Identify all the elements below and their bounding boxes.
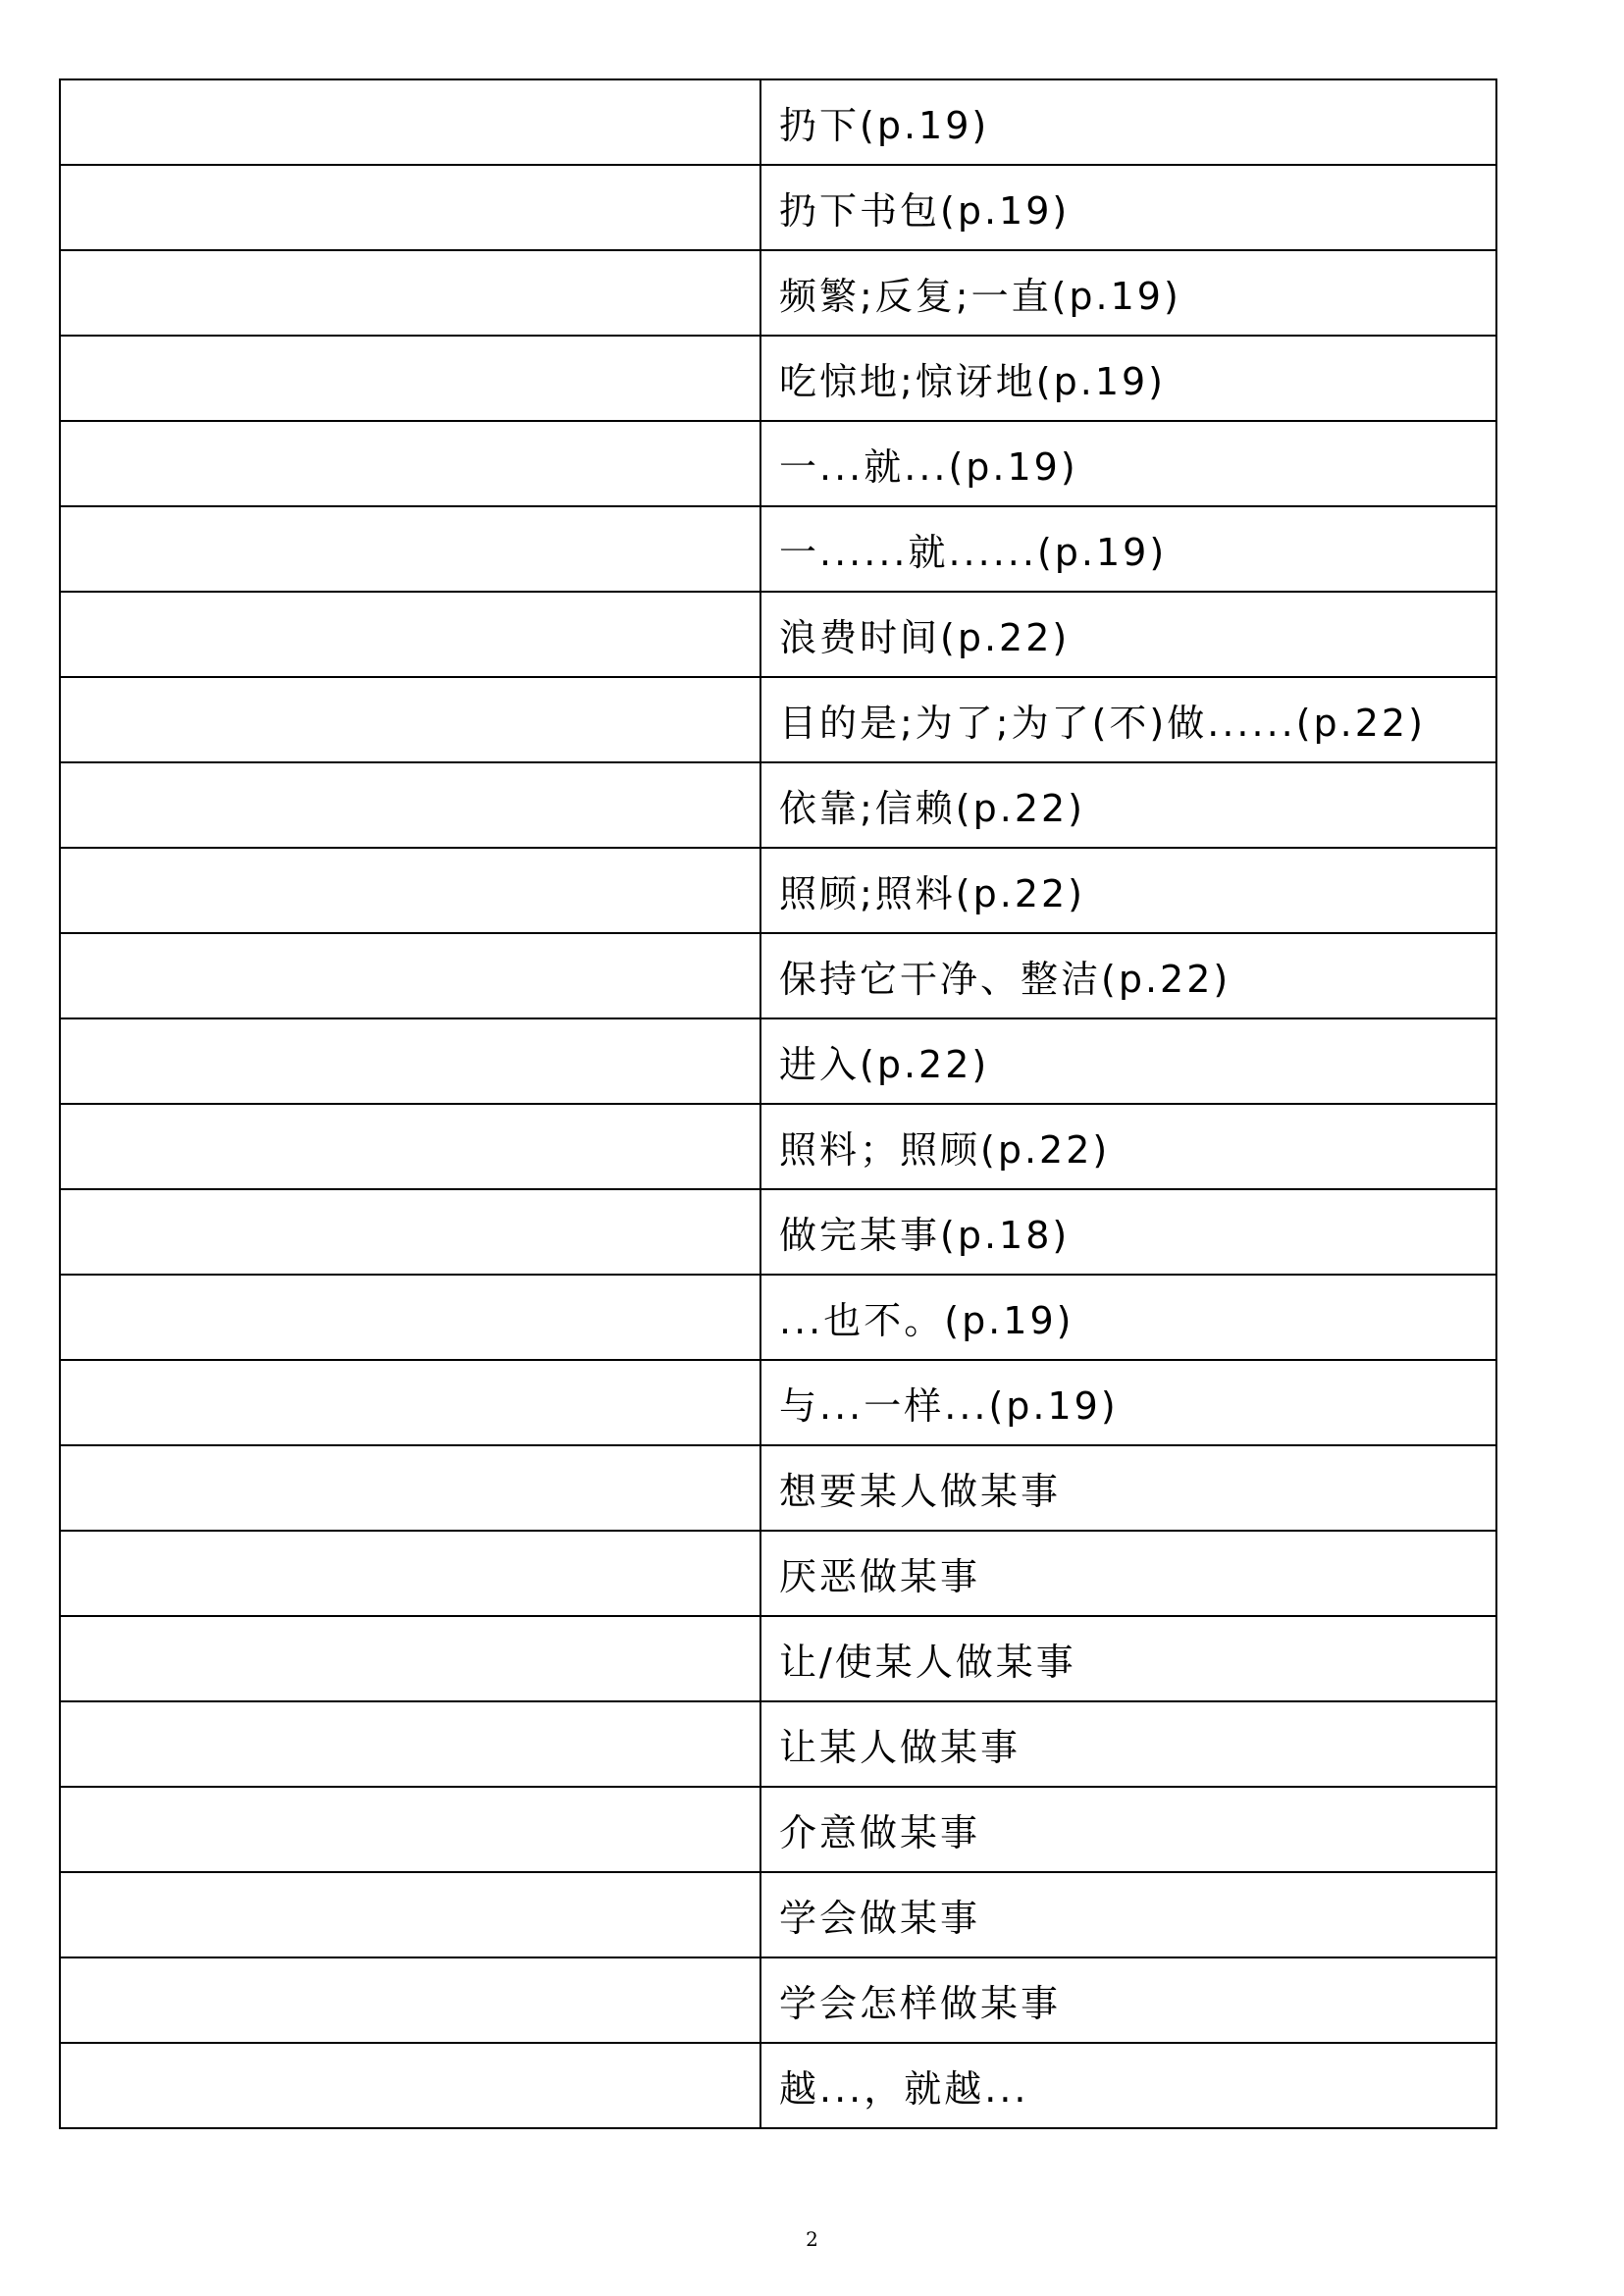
answer-cell <box>60 1787 760 1872</box>
table-row <box>60 1104 1496 1189</box>
meaning-cell: 一...就...(p.19) <box>760 421 1496 506</box>
table-row <box>60 1531 1496 1616</box>
table-row <box>60 592 1496 677</box>
meaning-cell: 学会做某事 <box>760 1872 1496 1957</box>
table-row <box>60 506 1496 592</box>
answer-cell <box>60 1360 760 1445</box>
answer-cell <box>60 336 760 421</box>
answer-cell <box>60 762 760 848</box>
table-row <box>60 1957 1496 2043</box>
table-row <box>60 762 1496 848</box>
table-row <box>60 677 1496 762</box>
table-row <box>60 1872 1496 1957</box>
meaning-cell: 一......就......(p.19) <box>760 506 1496 592</box>
vocabulary-table <box>59 78 1497 2129</box>
answer-cell <box>60 1957 760 2043</box>
meaning-cell: 让某人做某事 <box>760 1701 1496 1787</box>
meaning-cell: 照料；照顾(p.22) <box>760 1104 1496 1189</box>
meaning-cell: 让/使某人做某事 <box>760 1616 1496 1701</box>
vocabulary-table-body <box>60 79 1496 2128</box>
table-row <box>60 1787 1496 1872</box>
table-row <box>60 336 1496 421</box>
meaning-cell: 介意做某事 <box>760 1787 1496 1872</box>
meaning-cell: 照顾;照料(p.22) <box>760 848 1496 933</box>
answer-cell <box>60 592 760 677</box>
answer-cell <box>60 1616 760 1701</box>
meaning-cell: 保持它干净、整洁(p.22) <box>760 933 1496 1018</box>
meaning-cell: 扔下书包(p.19) <box>760 165 1496 250</box>
meaning-cell: 厌恶做某事 <box>760 1531 1496 1616</box>
table-row <box>60 1189 1496 1275</box>
answer-cell <box>60 1445 760 1531</box>
table-row <box>60 2043 1496 2128</box>
meaning-cell: 扔下(p.19) <box>760 79 1496 165</box>
meaning-cell: 想要某人做某事 <box>760 1445 1496 1531</box>
table-row <box>60 1018 1496 1104</box>
answer-cell <box>60 421 760 506</box>
answer-cell <box>60 165 760 250</box>
answer-cell <box>60 677 760 762</box>
table-row <box>60 1360 1496 1445</box>
meaning-cell: 进入(p.22) <box>760 1018 1496 1104</box>
answer-cell <box>60 933 760 1018</box>
table-row <box>60 250 1496 336</box>
table-row <box>60 1275 1496 1360</box>
answer-cell <box>60 1104 760 1189</box>
table-row <box>60 421 1496 506</box>
meaning-cell: 与...一样...(p.19) <box>760 1360 1496 1445</box>
answer-cell <box>60 848 760 933</box>
meaning-cell: 越...，就越... <box>760 2043 1496 2128</box>
answer-cell <box>60 250 760 336</box>
table-row <box>60 848 1496 933</box>
table-row <box>60 1616 1496 1701</box>
answer-cell <box>60 1531 760 1616</box>
table-row <box>60 165 1496 250</box>
meaning-cell: 频繁;反复;一直(p.19) <box>760 250 1496 336</box>
answer-cell <box>60 506 760 592</box>
table-row <box>60 1701 1496 1787</box>
table-row <box>60 79 1496 165</box>
page-number: 2 <box>806 2227 818 2251</box>
answer-cell <box>60 2043 760 2128</box>
table-row <box>60 1445 1496 1531</box>
answer-cell <box>60 1275 760 1360</box>
answer-cell <box>60 1189 760 1275</box>
meaning-cell: 学会怎样做某事 <box>760 1957 1496 2043</box>
meaning-cell: 目的是;为了;为了(不)做......(p.22) <box>760 677 1496 762</box>
table-row <box>60 933 1496 1018</box>
meaning-cell: 浪费时间(p.22) <box>760 592 1496 677</box>
answer-cell <box>60 1701 760 1787</box>
meaning-cell: 吃惊地;惊讶地(p.19) <box>760 336 1496 421</box>
answer-cell <box>60 79 760 165</box>
meaning-cell: ...也不。(p.19) <box>760 1275 1496 1360</box>
meaning-cell: 依靠;信赖(p.22) <box>760 762 1496 848</box>
answer-cell <box>60 1018 760 1104</box>
answer-cell <box>60 1872 760 1957</box>
meaning-cell: 做完某事(p.18) <box>760 1189 1496 1275</box>
